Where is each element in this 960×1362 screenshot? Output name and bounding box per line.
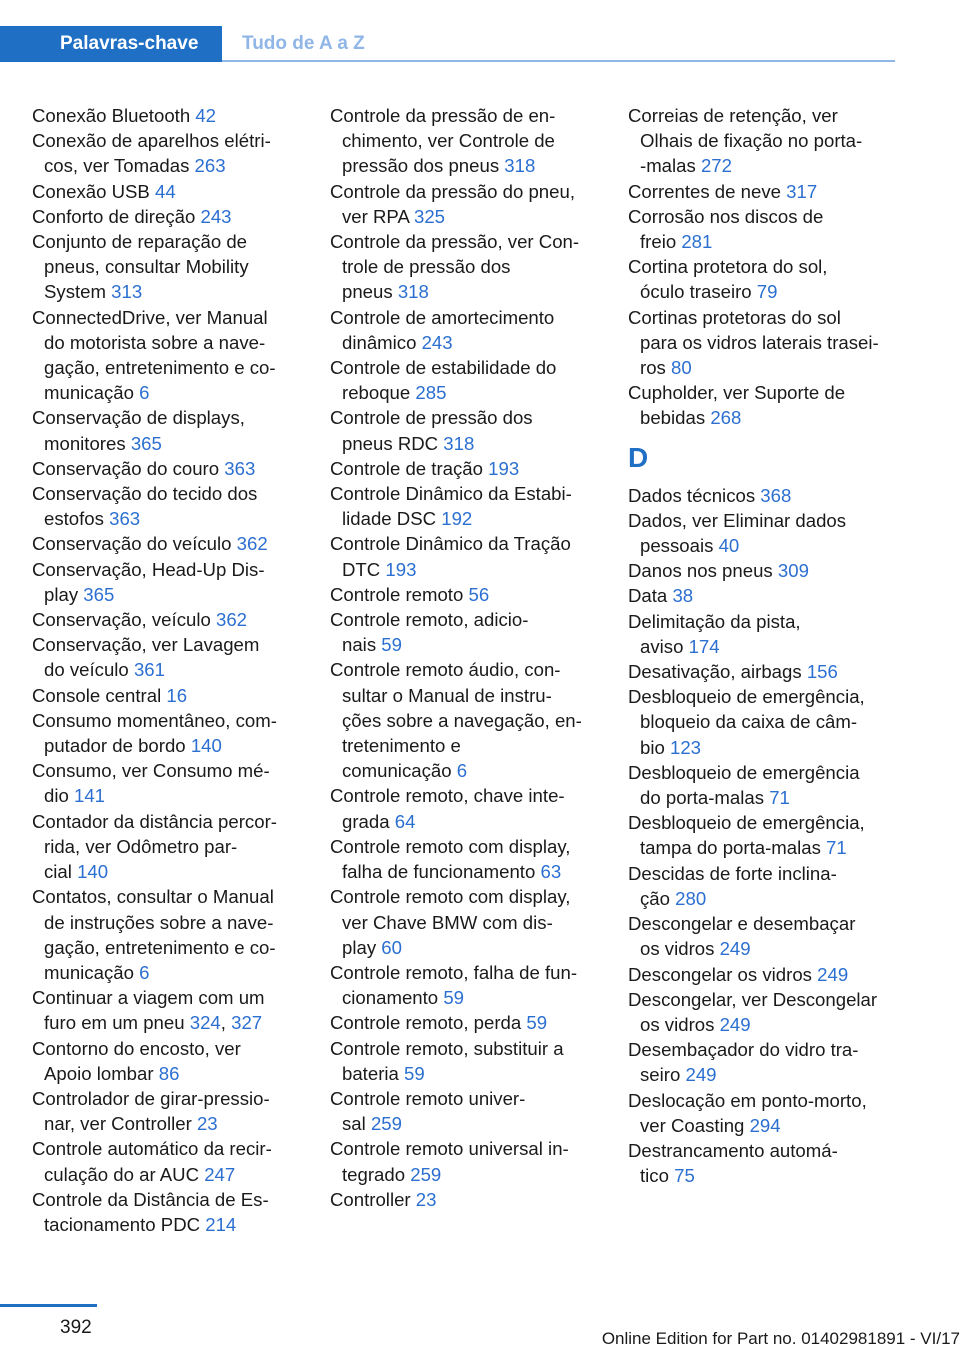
entry-text-line: Correias de retenção, ver — [628, 105, 838, 126]
page-link[interactable]: 64 — [394, 810, 416, 832]
entry-text-line: Apoio lombar — [44, 1062, 154, 1084]
page-link[interactable]: 71 — [826, 837, 847, 859]
index-entry — [32, 229, 302, 305]
page-link[interactable]: 6 — [139, 382, 150, 404]
page-link[interactable]: 71 — [769, 787, 790, 809]
entry-text-line: play — [44, 583, 79, 605]
entry-text-line: ros — [640, 357, 666, 379]
page-link[interactable]: 59 — [443, 987, 464, 1009]
entry-text-line: tretenimento e — [342, 735, 461, 757]
entry-text-line: estofos — [44, 508, 104, 530]
index-entry — [330, 1010, 600, 1035]
entry-text-line: Destrancamento automá‐ — [628, 1139, 838, 1161]
index-entry — [32, 531, 302, 556]
page-link[interactable]: 272 — [700, 155, 732, 177]
page-link[interactable]: 80 — [671, 357, 692, 379]
entry-text-line: pessoais — [640, 535, 714, 557]
entry-text-line: para os vidros laterais trasei‐ — [640, 331, 879, 353]
page-link[interactable]: 38 — [672, 585, 694, 607]
header-divider — [222, 60, 895, 62]
page-link[interactable]: 249 — [685, 1064, 717, 1086]
page-link[interactable]: 317 — [786, 180, 818, 202]
entry-text-line: tacionamento PDC — [44, 1213, 201, 1235]
entry-text-line: comunicação — [342, 760, 452, 782]
page-link[interactable]: 63 — [540, 861, 562, 883]
entry-text-line: Olhais de fixação no porta- — [640, 130, 863, 152]
entry-text-line: Conservação, ver Lavagem — [32, 634, 260, 656]
entry-text-line: Conexão Bluetooth — [32, 105, 191, 126]
entry-text-line: Controle remoto com display, — [330, 886, 571, 908]
entry-text-line: ções sobre a navegação, en‐ — [342, 709, 582, 731]
entry-text-line: Correntes de neve — [628, 180, 781, 202]
index-entry — [32, 607, 302, 632]
page-link[interactable]: 249 — [719, 938, 751, 960]
index-entry — [32, 683, 302, 708]
entry-text-line: ConnectedDrive, ver Manual — [32, 306, 268, 328]
page-link[interactable]: 6 — [456, 760, 468, 782]
footer-accent-bar — [0, 1304, 97, 1307]
page-link[interactable]: 156 — [806, 661, 838, 683]
entry-text-line: ver Coasting — [640, 1114, 745, 1136]
index-entry — [628, 1138, 898, 1188]
page-link[interactable]: 363 — [109, 508, 141, 530]
index-entry — [32, 1136, 302, 1186]
page-link[interactable]: 140 — [77, 861, 109, 883]
entry-text-line: Descongelar e desembaçar — [628, 913, 856, 935]
index-entry — [628, 1088, 898, 1138]
index-entry — [628, 483, 898, 508]
entry-text-line: pressão dos pneus — [342, 155, 500, 177]
entry-text-line: os vidros — [640, 1013, 715, 1035]
index-entry — [32, 305, 302, 406]
entry-text-line: Conservação do couro — [32, 457, 220, 479]
entry-text-line: Dados técnicos — [628, 484, 756, 506]
entry-text-line: Desbloqueio de emergência, — [628, 686, 865, 708]
entry-text-line: Controller — [330, 1188, 411, 1210]
entry-text-line: freio — [640, 231, 677, 253]
entry-text-line: os vidros — [640, 938, 715, 960]
entry-text-line: falha de funcionamento — [342, 861, 536, 883]
index-entry — [628, 204, 898, 254]
entry-text-line: Data — [628, 585, 668, 607]
page-link[interactable]: 141 — [74, 785, 106, 807]
page-link[interactable]: 75 — [674, 1165, 695, 1187]
entry-text-line: dinâmico — [342, 331, 417, 353]
entry-text-line: Controlador de girar-pressio‐ — [32, 1087, 270, 1109]
index-entry — [628, 861, 898, 911]
index-entry — [32, 809, 302, 885]
entry-text-line: Continuar a viagem com um — [32, 987, 265, 1009]
page-link[interactable]: 362 — [215, 609, 248, 631]
page-link[interactable]: 59 — [404, 1062, 425, 1084]
page-link[interactable]: 59 — [526, 1012, 548, 1034]
page-link[interactable]: 324 — [189, 1012, 221, 1034]
entry-text-line: Controle remoto universal in‐ — [330, 1138, 569, 1160]
page-link[interactable]: 23 — [415, 1188, 437, 1210]
index-entry — [32, 557, 302, 607]
entry-text-line: Cortina protetora do sol, — [628, 256, 828, 278]
entry-text-line: tico — [640, 1165, 669, 1187]
entry-text-line: ver Chave BMW com dis‐ — [342, 911, 553, 933]
entry-text-line: Conservação, veículo — [32, 609, 211, 631]
page-link[interactable]: 123 — [670, 736, 702, 758]
page-link[interactable]: 16 — [166, 684, 188, 706]
page-link[interactable]: 249 — [719, 1013, 751, 1035]
entry-text-line: tampa do porta-malas — [640, 837, 821, 859]
page-link[interactable]: 281 — [681, 231, 713, 253]
page-link[interactable]: 318 — [504, 155, 536, 177]
entry-text-line: Descidas de forte inclina‐ — [628, 862, 837, 884]
entry-text-line: Controle Dinâmico da Estabi‐ — [330, 483, 572, 505]
entry-text-line: pneus RDC — [342, 432, 439, 454]
page-link[interactable]: 86 — [158, 1062, 180, 1084]
entry-text-line: Descongelar os vidros — [628, 963, 812, 985]
index-entry — [330, 229, 600, 305]
index-entry — [32, 128, 302, 178]
entry-text-line: tegrado — [342, 1163, 406, 1185]
entry-text-line: cos, ver Tomadas — [44, 155, 190, 177]
index-entry — [32, 179, 302, 204]
page-link[interactable]: 40 — [718, 535, 740, 557]
index-entry — [32, 708, 302, 758]
entry-text-line: bio — [640, 736, 665, 758]
entry-text-line: Controle remoto, perda — [330, 1012, 522, 1034]
entry-text-line: gação, entretenimento e co‐ — [44, 357, 276, 379]
entry-text-line: Controle automático da recir‐ — [32, 1138, 272, 1160]
page-link[interactable]: 193 — [488, 457, 520, 479]
index-entry — [330, 1187, 600, 1212]
index-entry — [32, 1036, 302, 1086]
page-link[interactable]: 294 — [749, 1114, 781, 1136]
index-entry — [330, 884, 600, 960]
header-tabs — [0, 26, 895, 62]
entry-text-line: Contorno do encosto, ver — [32, 1037, 241, 1059]
page-link[interactable]: 368 — [760, 484, 792, 506]
index-column-2 — [330, 103, 600, 1212]
index-entry — [628, 179, 898, 204]
page-number: 392 — [60, 1317, 92, 1338]
entry-text-line: dio — [44, 785, 69, 807]
entry-text-line: Danos nos pneus — [628, 560, 773, 582]
page-link[interactable]: 285 — [415, 382, 447, 404]
index-column-1 — [32, 103, 302, 1237]
entry-text-line: culação do ar AUC — [44, 1163, 200, 1185]
index-entry — [628, 810, 898, 860]
entry-text-line: Controle da pressão do pneu, — [330, 180, 575, 202]
entry-text-line: grada — [342, 810, 390, 832]
entry-text-line: Conservação do veículo — [32, 533, 232, 555]
index-entry — [330, 481, 600, 531]
index-entry — [330, 783, 600, 833]
entry-text-line: DTC — [342, 558, 381, 580]
page-link[interactable]: 23 — [196, 1113, 218, 1135]
entry-text-line: ver RPA — [342, 205, 409, 227]
page-link[interactable]: 365 — [83, 583, 115, 605]
entry-text-line: System — [44, 281, 106, 303]
entry-text-line: bateria — [342, 1062, 399, 1084]
index-entry — [32, 1086, 302, 1136]
entry-text-line: reboque — [342, 382, 411, 404]
entry-text-line: Conservação do tecido dos — [32, 483, 258, 505]
page-link[interactable]: 309 — [777, 560, 809, 582]
page-link[interactable]: 249 — [817, 963, 849, 985]
entry-text-line: Desativação, airbags — [628, 661, 802, 683]
index-entry — [628, 380, 898, 430]
index-entry — [330, 960, 600, 1010]
index-entry — [330, 103, 600, 179]
entry-text-line: Controle de pressão dos — [330, 407, 533, 429]
entry-text-line: Conforto de direção — [32, 205, 196, 227]
entry-text-line: Desbloqueio de emergência — [628, 761, 860, 783]
entry-text-line: municação — [44, 961, 134, 983]
entry-text-line: do porta-malas — [640, 787, 765, 809]
page-link[interactable]: 325 — [414, 205, 446, 227]
index-entry — [330, 355, 600, 405]
entry-text-line: Controle de tração — [330, 457, 483, 479]
entry-text-line: do motorista sobre a nave‐ — [44, 331, 266, 353]
entry-text-line: chimento, ver Controle de — [342, 130, 555, 152]
index-entry — [330, 607, 600, 657]
entry-text-line: do veículo — [44, 659, 129, 681]
page-link[interactable]: 44 — [155, 180, 176, 202]
entry-text-line: de instruções sobre a nave‐ — [44, 911, 274, 933]
entry-text-line: Controle de estabilidade do — [330, 357, 557, 379]
index-entry — [330, 456, 600, 481]
entry-text-line: furo em um pneu — [44, 1012, 185, 1034]
entry-text-line: Desbloqueio de emergência, — [628, 812, 865, 834]
entry-text-line: Cortinas protetoras do sol — [628, 306, 841, 328]
page-link[interactable]: 140 — [190, 735, 222, 757]
entry-text-line: Contatos, consultar o Manual — [32, 886, 274, 908]
entry-text-line: monitores — [44, 432, 126, 454]
entry-text-line: Delimitação da pista, — [628, 610, 801, 632]
entry-text-line: Console central — [32, 684, 162, 706]
entry-text-line: pneus — [342, 281, 393, 303]
entry-text-line: sal — [342, 1113, 366, 1135]
letter-heading: D — [628, 441, 649, 473]
index-entry — [628, 508, 898, 558]
page-link[interactable]: 365 — [130, 432, 162, 454]
page-link[interactable]: 243 — [421, 331, 453, 353]
entry-text-line: putador de bordo — [44, 735, 186, 757]
entry-text-line: Descongelar, ver Descongelar — [628, 988, 878, 1010]
entry-text-line: Cupholder, ver Suporte de — [628, 382, 846, 404]
page-link[interactable]: 56 — [468, 583, 490, 605]
index-entry — [628, 583, 898, 608]
entry-text-line: Conservação de displays, — [32, 407, 245, 429]
entry-text-line: Corrosão nos discos de — [628, 205, 824, 227]
entry-text-line: Conjunto de reparação de — [32, 231, 248, 253]
page-link[interactable]: 6 — [139, 961, 150, 983]
entry-text-line: Controle remoto com display, — [330, 835, 571, 857]
entry-text-line: gação, entretenimento e co‐ — [44, 936, 276, 958]
page-link[interactable]: 243 — [200, 205, 232, 227]
page-link[interactable]: 363 — [224, 457, 256, 479]
index-entry — [628, 911, 898, 961]
index-entry — [330, 582, 600, 607]
tab-tudo-de-a-a-z[interactable]: Tudo de A a Z — [242, 33, 365, 54]
index-entry — [628, 558, 898, 583]
index-entry — [330, 834, 600, 884]
entry-text-line: aviso — [640, 635, 684, 657]
index-entry — [628, 1037, 898, 1087]
index-entry — [628, 760, 898, 810]
entry-text-line: Controle remoto, substituir a — [330, 1037, 564, 1059]
index-entry — [32, 1187, 302, 1237]
index-entry — [628, 684, 898, 760]
entry-text-line: Deslocação em ponto-morto, — [628, 1089, 867, 1111]
entry-text-line: Conexão de aparelhos elétri- — [32, 130, 271, 152]
edition-footer — [602, 1329, 960, 1349]
page-link[interactable]: 327 — [231, 1012, 263, 1034]
index-entry — [330, 1086, 600, 1136]
index-entry — [330, 405, 600, 455]
entry-text-line: pneus, consultar Mobility — [44, 256, 249, 278]
entry-text-line: Controle remoto univer‐ — [330, 1087, 526, 1109]
index-entry — [32, 456, 302, 481]
entry-text-line: nar, ver Controller — [44, 1113, 192, 1135]
page-link[interactable]: 318 — [443, 432, 475, 454]
index-entry — [330, 305, 600, 355]
page-link[interactable]: 247 — [204, 1163, 236, 1185]
entry-text-line: bloqueio da caixa de câm‐ — [640, 711, 858, 733]
entry-text-line: bebidas — [640, 407, 706, 429]
entry-text-line: ção — [640, 887, 670, 909]
entry-text-line: play — [342, 936, 377, 958]
entry-text-line: Controle remoto, adicio‐ — [330, 609, 529, 631]
page-link[interactable]: 79 — [756, 281, 778, 303]
entry-text-line: lidade DSC — [342, 508, 437, 530]
entry-text-line: seiro — [640, 1064, 681, 1086]
entry-text-line: Controle da pressão, ver Con‐ — [330, 231, 580, 253]
index-column-3 — [628, 103, 898, 1188]
entry-text-line: Controle Dinâmico da Tração — [330, 533, 571, 555]
index-entry — [330, 531, 600, 581]
page-link[interactable]: 362 — [236, 533, 268, 555]
page-link[interactable]: 214 — [205, 1213, 237, 1235]
entry-text-line: Controle remoto, chave inte‐ — [330, 785, 565, 807]
entry-text-line: Desembaçador do vidro tra‐ — [628, 1039, 859, 1061]
entry-text-line: Dados, ver Eliminar dados — [628, 509, 847, 531]
page-link[interactable]: 192 — [441, 508, 473, 530]
entry-text-line: Consumo, ver Consumo mé‐ — [32, 760, 270, 782]
page-link[interactable]: 361 — [133, 659, 165, 681]
entry-text-line: trole de pressão dos — [342, 256, 511, 278]
page-link[interactable]: 263 — [194, 155, 226, 177]
entry-text-line: municação — [44, 382, 134, 404]
page-link[interactable]: 60 — [381, 936, 402, 958]
index-entry — [32, 481, 302, 531]
index-entry: Continuar a viagem com um furo em um pneu 324, 327 — [32, 987, 265, 1034]
index-entry — [628, 659, 898, 684]
index-entry — [330, 1036, 600, 1086]
index-entry — [628, 254, 898, 304]
index-entry — [32, 103, 302, 128]
entry-text-line: nais — [342, 634, 377, 656]
entry-text-line: óculo traseiro — [640, 281, 752, 303]
page-link[interactable]: 268 — [710, 407, 742, 429]
page-link[interactable]: 42 — [195, 105, 217, 126]
index-entry — [32, 405, 302, 455]
entry-text-line: sultar o Manual de instru‐ — [342, 684, 552, 706]
page-link[interactable]: 259 — [410, 1163, 442, 1185]
page-link[interactable]: 318 — [397, 281, 429, 303]
index-entry — [628, 305, 898, 381]
entry-text-line: Controle da Distância de Es‐ — [32, 1188, 269, 1210]
page-link[interactable]: 193 — [385, 558, 417, 580]
entry-text-line: Contador da distância percor‐ — [32, 810, 277, 832]
index-entry — [628, 987, 898, 1037]
index-entry — [330, 657, 600, 783]
entry-text-line: Controle remoto áudio, con‐ — [330, 659, 561, 681]
tab-palavras-chave[interactable]: Palavras-chave — [0, 26, 222, 62]
index-entry — [32, 758, 302, 808]
entry-text-line: -malas — [640, 155, 696, 177]
entry-text-line: rida, ver Odômetro par‐ — [44, 835, 238, 857]
entry-text-line: cial — [44, 861, 72, 883]
index-entry — [330, 1136, 600, 1186]
index-entry — [628, 103, 898, 179]
index-entry — [32, 632, 302, 682]
entry-text-line: Controle remoto, falha de fun‐ — [330, 961, 578, 983]
page-link[interactable]: 174 — [688, 635, 720, 657]
page-link[interactable]: 259 — [370, 1113, 402, 1135]
index-entry — [32, 204, 302, 229]
index-entry — [330, 179, 600, 229]
entry-text-line: Controle da pressão de en‐ — [330, 105, 556, 126]
entry-text-line: Consumo momentâneo, com‐ — [32, 709, 277, 731]
entry-text-line: Conexão USB — [32, 180, 150, 202]
index-entry — [628, 609, 898, 659]
entry-text-line: cionamento — [342, 987, 439, 1009]
entry-text-line: Controle de amortecimento — [330, 306, 555, 328]
index-entry — [32, 884, 302, 985]
index-entry — [628, 962, 898, 987]
entry-text-line: Conservação, Head-Up Dis‐ — [32, 558, 265, 580]
page-link[interactable]: 313 — [111, 281, 143, 303]
page-link[interactable]: 280 — [675, 887, 707, 909]
page-link[interactable]: 59 — [381, 634, 402, 656]
edition-text: Online Edition for Part no. 01402981891 - VI/17 — [601, 1329, 960, 1348]
entry-text-line: Controle remoto — [330, 583, 464, 605]
